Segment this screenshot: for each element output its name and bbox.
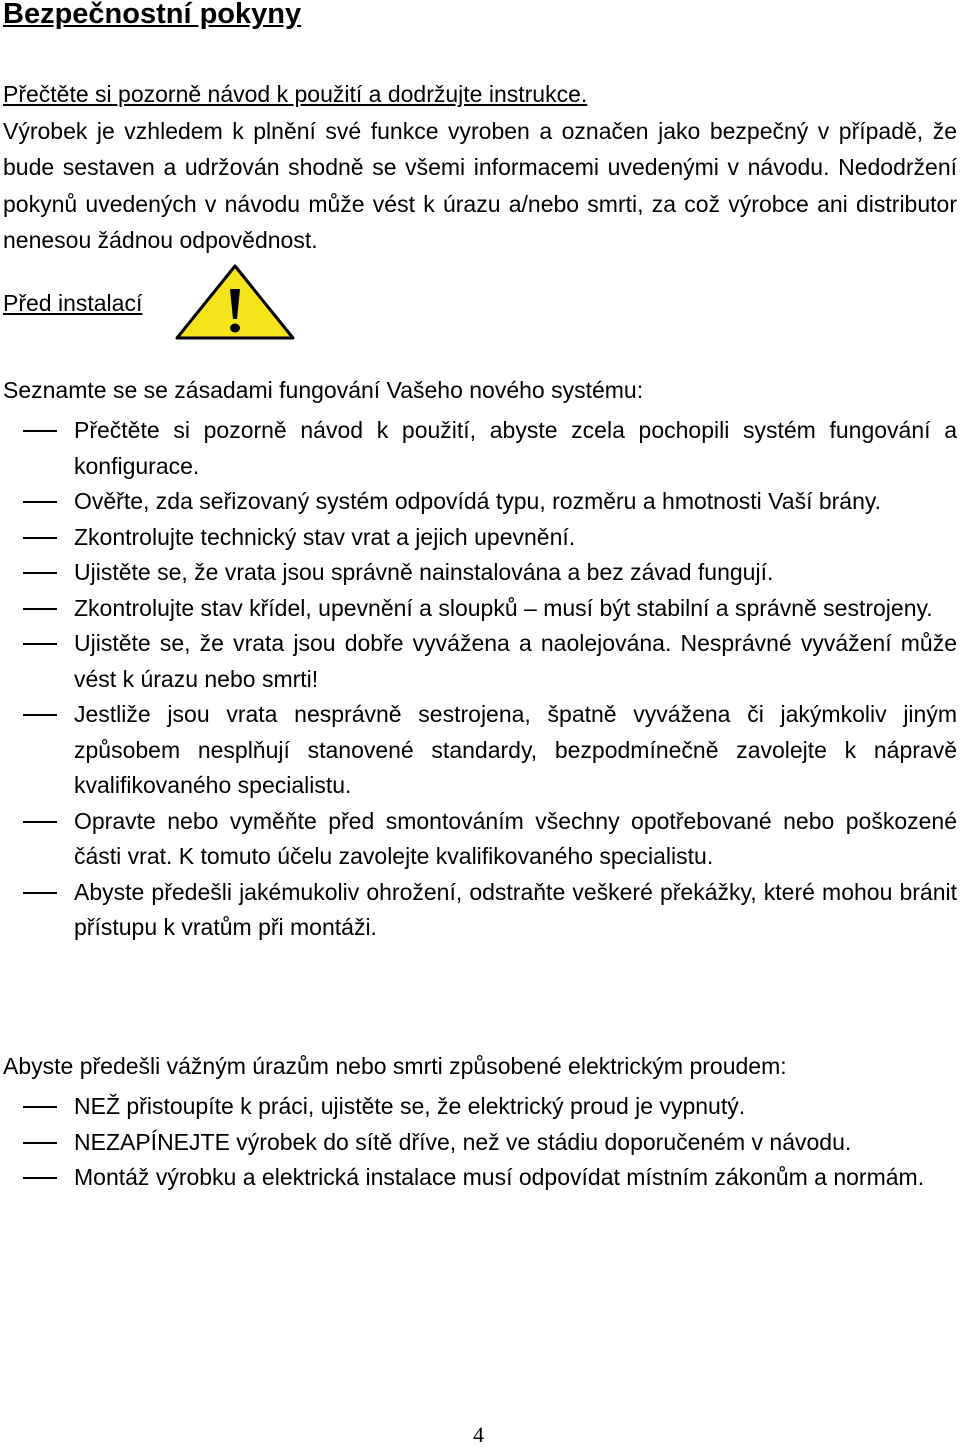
intro-body: Výrobek je vzhledem k plnění své funkce vyroben a označen jako bezpečný v případě, že bude sestaven a udržován shodně se všemi informacemi uvedenými v návodu. Nedodržení pokynů uvedených v návodu může vést k úrazu a/nebo smrti, za což výrobce ani distributor nenesou žádnou odpovědnost.: [3, 117, 957, 253]
dash-bullet: [23, 1142, 57, 1144]
list-item: Zkontrolujte technický stav vrat a jejich upevnění.: [3, 520, 957, 556]
dash-bullet: [23, 821, 57, 823]
list-item: Zkontrolujte stav křídel, upevnění a sloupků – musí být stabilní a správně sestrojeny.: [3, 591, 957, 627]
list-item: Ověřte, zda seřizovaný systém odpovídá typu, rozměru a hmotnosti Vaší brány.: [3, 484, 957, 520]
list-item: Ujistěte se, že vrata jsou správně nainstalována a bez závad fungují.: [3, 555, 957, 591]
list-item: Ujistěte se, že vrata jsou dobře vyvážena a naolejována. Nesprávné vyvážení může vést k úrazu nebo smrti!: [3, 626, 957, 697]
dash-bullet: [23, 501, 57, 503]
list-item: Abyste předešli jakémukoliv ohrožení, odstraňte veškeré překážky, které mohou bránit přístupu k vratům při montáži.: [3, 875, 957, 946]
before-install-list: [3, 413, 957, 946]
list-item: Montáž výrobku a elektrická instalace musí odpovídat místním zákonům a normám.: [3, 1160, 957, 1196]
dash-bullet: [23, 537, 57, 539]
page-number: 4: [473, 1422, 484, 1447]
electric-lead: Abyste předešli vážným úrazům nebo smrti způsobené elektrickým proudem:: [3, 1053, 787, 1079]
dash-bullet: [23, 608, 57, 610]
list-item: NEZAPÍNEJTE výrobek do sítě dříve, než ve stádiu doporučeném v návodu.: [3, 1125, 957, 1161]
intro-first-sentence: Přečtěte si pozorně návod k použití a dodržujte instrukce.: [3, 81, 588, 107]
list-item: Opravte nebo vyměňte před smontováním všechny opotřebované nebo poškozené části vrat. K tomuto účelu zavolejte kvalifikovaného specialistu.: [3, 804, 957, 875]
dash-bullet: [23, 714, 57, 716]
dash-bullet: [23, 430, 57, 432]
page-title: Bezpečnostní pokyny: [3, 0, 302, 30]
list-item: NEŽ přistoupíte k práci, ujistěte se, že elektrický proud je vypnutý.: [3, 1089, 957, 1125]
electric-list: [3, 1089, 957, 1196]
before-install-heading: Před instalací: [3, 290, 143, 316]
before-install-lead: Seznamte se se zásadami fungování Vašeho nového systému:: [3, 377, 644, 403]
dash-bullet: [23, 572, 57, 574]
dash-bullet: [23, 1177, 57, 1179]
intro-paragraph: [3, 76, 957, 259]
dash-bullet: [23, 1106, 57, 1108]
dash-bullet: [23, 892, 57, 894]
list-item: Přečtěte si pozorně návod k použití, abyste zcela pochopili systém fungování a konfigurace.: [3, 413, 957, 484]
warning-triangle-icon: [174, 263, 296, 341]
dash-bullet: [23, 643, 57, 645]
list-item: Jestliže jsou vrata nesprávně sestrojena, špatně vyvážena či jakýmkoliv jiným způsobem nesplňují stanovené standardy, bezpodmínečně zavolejte k nápravě kvalifikovaného specialistu.: [3, 697, 957, 804]
